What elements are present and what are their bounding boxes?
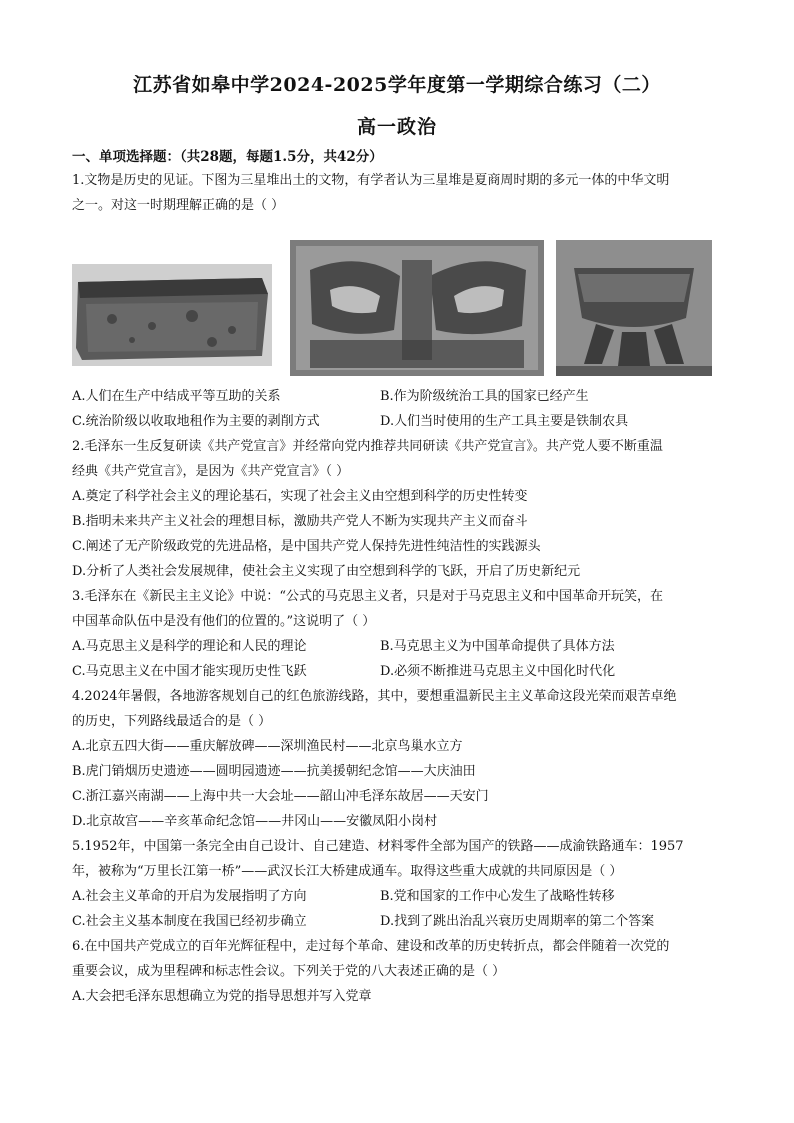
question-4-stem-line-1: 4.2024年暑假，各地游客规划自己的红色旅游线路，其中，要想重温新民主主义革命这段光荣而艰苦卓绝 (72, 689, 677, 704)
question-5-option-c: C.社会主义基本制度在我国已经初步确立 (72, 914, 307, 929)
question-2-stem-line-1: 2.毛泽东一生反复研读《共产党宣言》并经常向党内推荐共同研读《共产党宣言》。共产党人要不断重温 (72, 439, 663, 454)
question-1-stem-line-1: 1.文物是历史的见证。下图为三星堆出土的文物，有学者认为三星堆是夏商周时期的多元一体的中华文明 (72, 173, 670, 188)
question-6-stem-line-1: 6.在中国共产党成立的百年光辉征程中，走过每个革命、建设和改革的历史转折点，都会伴随着一次党的 (72, 939, 670, 954)
question-4-option-a: A.北京五四大街——重庆解放碑——深圳渔民村——北京鸟巢水立方 (72, 739, 463, 754)
question-2-option-a: A.奠定了科学社会主义的理论基石，实现了社会主义由空想到科学的历史性转变 (72, 489, 528, 504)
exam-title: 江苏省如皋中学2024-2025学年度第一学期综合练习（二） (133, 74, 661, 96)
bronze-vessel-photo (72, 264, 272, 366)
question-5-stem-line-1: 5.1952年，中国第一条完全由自己设计、自己建造、材料零件全部为国产的铁路——成渝铁路通车：1957 (72, 839, 684, 854)
question-1-stem-line-2: 之一。对这一时期理解正确的是（ ） (72, 198, 285, 213)
question-1-option-c: C.统治阶级以收取地租作为主要的剥削方式 (72, 414, 320, 429)
question-3-option-c: C.马克思主义在中国才能实现历史性飞跃 (72, 664, 307, 679)
question-5-option-b: B.党和国家的工作中心发生了战略性转移 (380, 889, 615, 904)
question-5-option-d: D.找到了跳出治乱兴衰历史周期率的第二个答案 (380, 914, 655, 929)
section-heading: 一、单项选择题：（共28题，每题1.5分，共42分） (72, 149, 383, 165)
question-5-stem-line-2: 年，被称为“万里长江第一桥”——武汉长江大桥建成通车。取得这些重大成就的共同原因是（ ） (72, 864, 623, 879)
question-4-option-d: D.北京故宫——辛亥革命纪念馆——井冈山——安徽凤阳小岗村 (72, 814, 438, 829)
question-4-option-b: B.虎门销烟历史遗迹——圆明园遗迹——抗美援朝纪念馆——大庆油田 (72, 764, 476, 779)
question-3-option-d: D.必须不断推进马克思主义中国化时代化 (380, 664, 616, 679)
question-1-option-a: A.人们在生产中结成平等互助的关系 (72, 389, 281, 404)
bronze-mask-photo (290, 240, 544, 376)
question-4-option-c: C.浙江嘉兴南湖——上海中共一大会址——韶山冲毛泽东故居——天安门 (72, 789, 489, 804)
question-2-option-d: D.分析了人类社会发展规律，使社会主义实现了由空想到科学的飞跃，开启了历史新纪元 (72, 564, 581, 579)
question-3-stem-line-2: 中国革命队伍中是没有他们的位置的。”这说明了（ ） (72, 614, 376, 629)
bronze-pot-photo (556, 240, 712, 376)
question-3-option-a: A.马克思主义是科学的理论和人民的理论 (72, 639, 307, 654)
question-1-option-d: D.人们当时使用的生产工具主要是铁制农具 (380, 414, 629, 429)
question-6-stem-line-2: 重要会议，成为里程碑和标志性会议。下列关于党的八大表述正确的是（ ） (72, 964, 506, 979)
question-2-option-b: B.指明未来共产主义社会的理想目标，激励共产党人不断为实现共产主义而奋斗 (72, 514, 528, 529)
artifact-photos (72, 238, 722, 378)
question-3-option-b: B.马克思主义为中国革命提供了具体方法 (380, 639, 615, 654)
question-2-option-c: C.阐述了无产阶级政党的先进品格，是中国共产党人保持先进性纯洁性的实践源头 (72, 539, 541, 554)
question-2-stem-line-2: 经典《共产党宣言》，是因为《共产党宣言》（ ） (72, 464, 350, 479)
exam-subject: 高一政治 (356, 116, 437, 138)
question-4-stem-line-2: 的历史，下列路线最适合的是（ ） (72, 714, 272, 729)
question-3-stem-line-1: 3.毛泽东在《新民主主义论》中说：“公式的马克思主义者，只是对于马克思主义和中国革命开玩笑，在 (72, 589, 664, 604)
question-5-option-a: A.社会主义革命的开启为发展指明了方向 (72, 889, 307, 904)
question-6-option-a: A.大会把毛泽东思想确立为党的指导思想并写入党章 (72, 989, 372, 1004)
question-1-option-b: B.作为阶级统治工具的国家已经产生 (380, 389, 589, 404)
